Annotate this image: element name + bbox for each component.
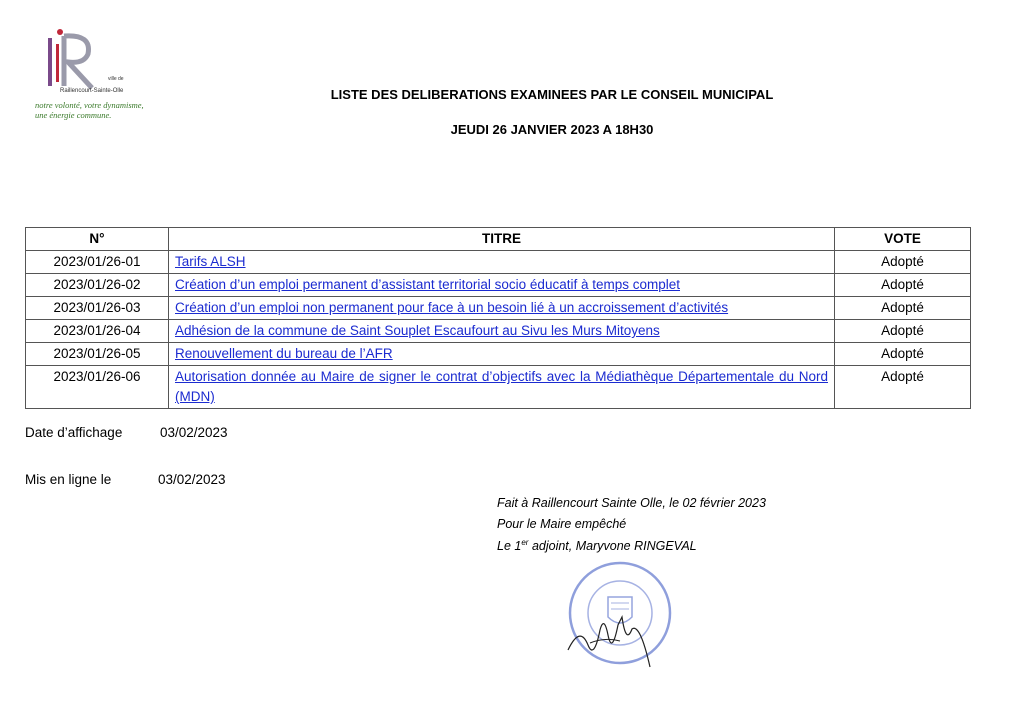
logo-ville-label: ville de	[108, 76, 124, 82]
row-num: 2023/01/26-02	[26, 274, 169, 297]
table-header-row	[26, 228, 971, 251]
row-vote: Adopté	[835, 343, 971, 366]
municipal-logo	[30, 28, 165, 123]
page-title: LISTE DES DELIBERATIONS EXAMINEES PAR LE CONSEIL MUNICIPAL	[330, 87, 774, 102]
enligne-date: 03/02/2023	[158, 472, 226, 487]
signature-role: Pour le Maire empêché	[497, 517, 627, 531]
col-header-titre: TITRE	[169, 228, 835, 251]
row-num: 2023/01/26-05	[26, 343, 169, 366]
signature-name: Le 1er adjoint, Maryvone RINGEVAL	[497, 538, 697, 554]
logo-ville-name: Raillencourt-Sainte-Olle	[60, 88, 124, 94]
row-vote: Adopté	[835, 320, 971, 343]
deliberation-link[interactable]: Tarifs ALSH	[175, 254, 246, 269]
row-num: 2023/01/26-04	[26, 320, 169, 343]
row-vote: Adopté	[835, 251, 971, 274]
affichage-label: Date d’affichage	[25, 425, 123, 440]
logo-slogan: notre volonté, votre dynamisme, une énergie commune.	[35, 100, 144, 120]
enligne-label: Mis en ligne le	[25, 472, 112, 487]
row-vote: Adopté	[835, 297, 971, 320]
signature-place-date: Fait à Raillencourt Sainte Olle, le 02 février 2023	[497, 496, 766, 510]
table-row	[26, 366, 971, 409]
row-num: 2023/01/26-06	[26, 366, 169, 409]
row-vote: Adopté	[835, 274, 971, 297]
table-row	[26, 297, 971, 320]
table-row	[26, 320, 971, 343]
deliberations-table	[25, 227, 971, 409]
logo-ir-icon	[30, 28, 120, 93]
deliberation-link[interactable]: Adhésion de la commune de Saint Souplet Escaufourt au Sivu les Murs Mitoyens	[175, 323, 660, 338]
deliberation-link[interactable]: Création d’un emploi permanent d’assistant territorial socio éducatif à temps complet	[175, 277, 680, 292]
deliberation-link[interactable]: Renouvellement du bureau de l’AFR	[175, 346, 393, 361]
page-subtitle: JEUDI 26 JANVIER 2023 A 18H30	[450, 122, 654, 137]
table-row	[26, 343, 971, 366]
deliberation-link[interactable]: Création d’un emploi non permanent pour face à un besoin lié à un accroissement d’activités	[175, 300, 729, 315]
col-header-num: N°	[26, 228, 169, 251]
table-row	[26, 274, 971, 297]
deliberation-link[interactable]: Autorisation donnée au Maire de signer le contrat d’objectifs avec la Médiathèque Départementale du Nord (MDN)	[175, 369, 828, 404]
mairie-stamp-icon	[560, 555, 675, 685]
table-row	[26, 251, 971, 274]
col-header-vote: VOTE	[835, 228, 971, 251]
row-num: 2023/01/26-01	[26, 251, 169, 274]
row-num: 2023/01/26-03	[26, 297, 169, 320]
row-vote: Adopté	[835, 366, 971, 409]
affichage-date: 03/02/2023	[160, 425, 228, 440]
